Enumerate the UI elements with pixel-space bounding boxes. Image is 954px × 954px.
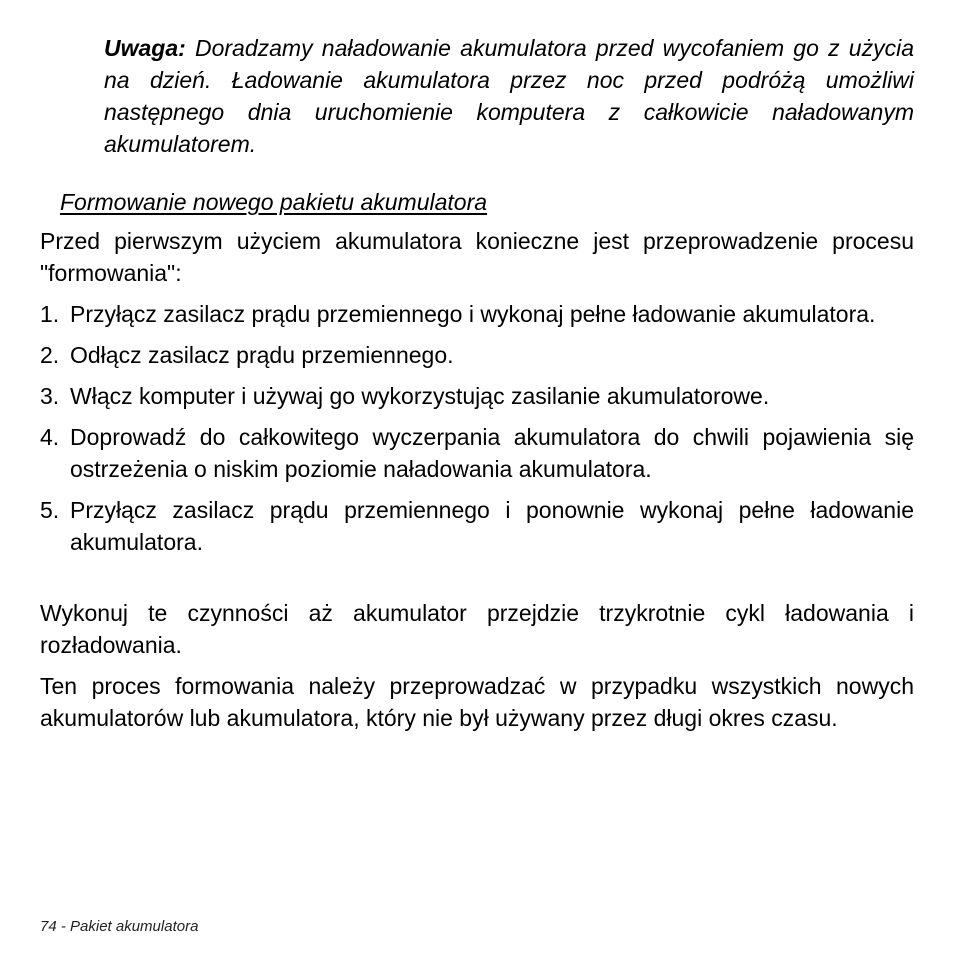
note-block xyxy=(104,32,914,160)
step-number: 4. xyxy=(40,424,60,450)
step-text: Odłącz zasilacz prądu przemiennego. xyxy=(70,342,454,368)
intro-paragraph: Przed pierwszym użyciem akumulatora konieczne jest przeprowadzenie procesu "formowania": xyxy=(40,228,914,286)
step-text: Przyłącz zasilacz prądu przemiennego i wykonaj pełne ładowanie akumulatora. xyxy=(70,301,876,327)
note-text: Doradzamy naładowanie akumulatora przed wycofaniem go z użycia na dzień. Ładowanie akumulatora przez noc przed podróżą umożliwi następnego dnia uruchomienie komputera z całkowicie naładowanym akumulatorem. xyxy=(104,35,914,157)
note-label: Uwaga: xyxy=(104,35,186,61)
page-footer: 74 - Pakiet akumulatora xyxy=(40,918,199,935)
step-text: Doprowadź do całkowitego wyczerpania akumulatora do chwili pojawienia się ostrzeżenia o niskim poziomie naładowania akumulatora. xyxy=(70,424,914,482)
list-item xyxy=(40,421,914,485)
steps-list xyxy=(40,298,914,567)
section-heading: Formowanie nowego pakietu akumulatora xyxy=(60,189,488,215)
list-item xyxy=(40,494,914,558)
step-number: 2. xyxy=(40,342,60,368)
step-number: 3. xyxy=(40,383,60,409)
list-item xyxy=(40,380,914,412)
step-number: 5. xyxy=(40,497,60,523)
list-item xyxy=(40,298,914,330)
after-steps-paragraph: Wykonuj te czynności aż akumulator przejdzie trzykrotnie cykl ładowania i rozładowania. xyxy=(40,600,914,658)
step-text: Przyłącz zasilacz prądu przemiennego i ponownie wykonaj pełne ładowanie akumulatora. xyxy=(70,497,914,555)
list-item xyxy=(40,339,914,371)
closing-paragraph: Ten proces formowania należy przeprowadzać w przypadku wszystkich nowych akumulatorów lub akumulatora, który nie był używany przez długi okres czasu. xyxy=(40,673,914,731)
step-text: Włącz komputer i używaj go wykorzystując zasilanie akumulatorowe. xyxy=(70,383,770,409)
step-number: 1. xyxy=(40,301,60,327)
